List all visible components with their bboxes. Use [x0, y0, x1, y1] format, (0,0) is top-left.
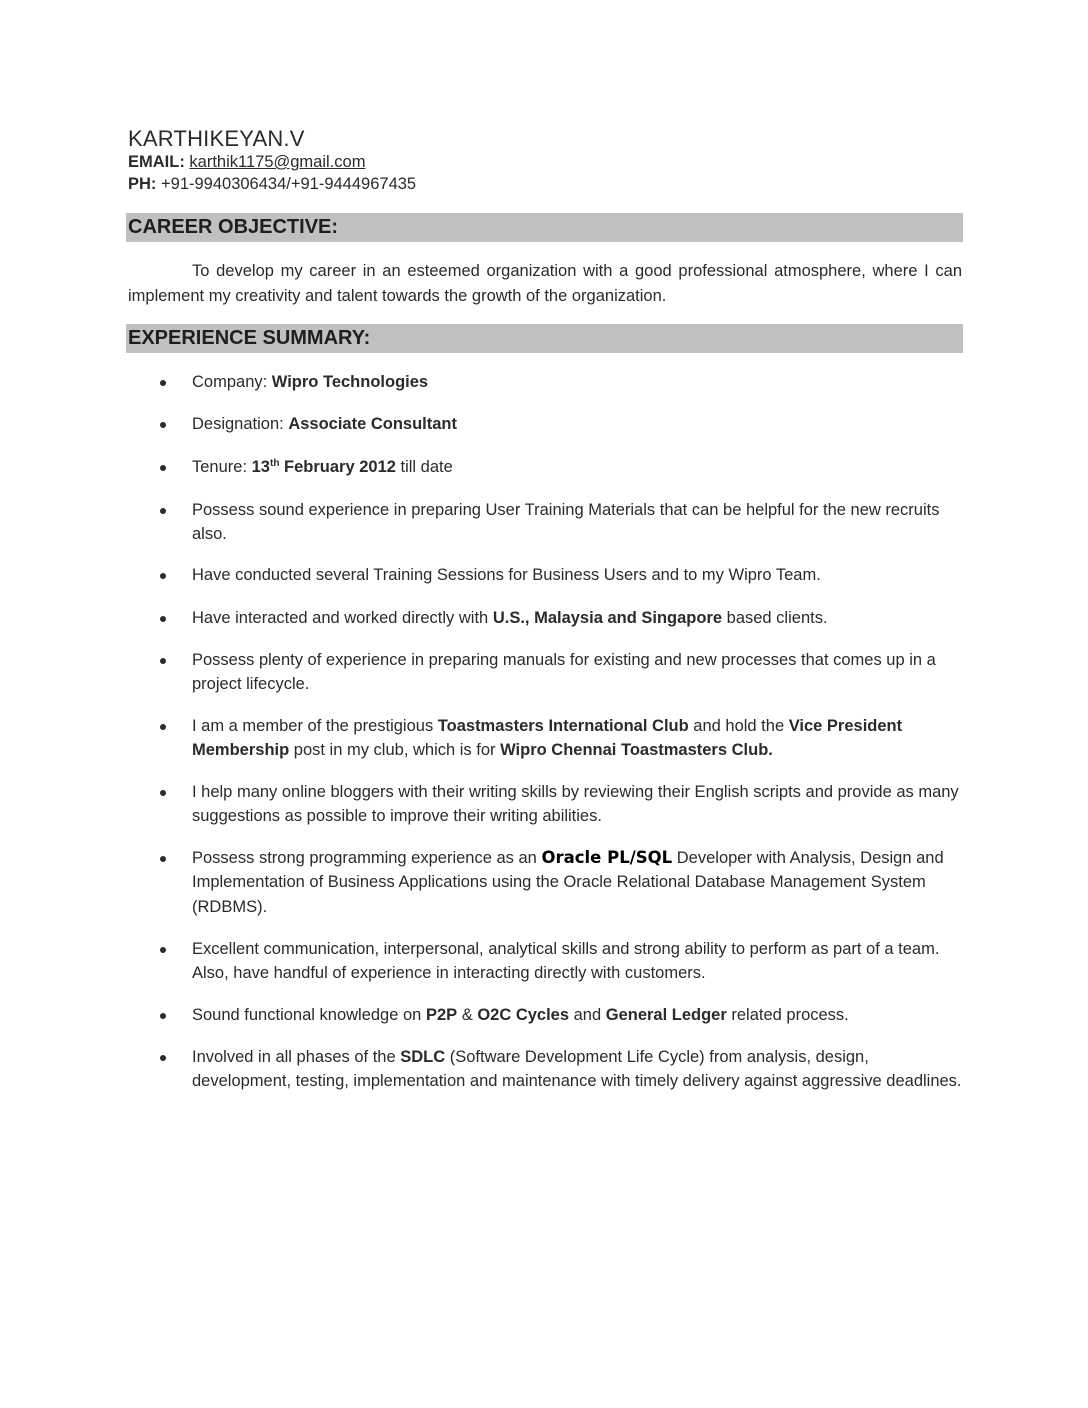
tenure-label: Tenure:: [192, 458, 252, 476]
list-item: Possess sound experience in preparing User Training Materials that can be helpful for the new recruits also.: [192, 498, 964, 547]
list-item-company: [192, 370, 964, 394]
list-item: I am a member of the prestigious Toastmasters International Club and hold the Vice President Membership post in my club, which is for Wipro Chennai Toastmasters Club.: [192, 714, 964, 763]
phone-line: [128, 175, 416, 194]
bullet-icon: [160, 508, 166, 514]
bullet-icon: [160, 1013, 166, 1019]
phone-label: PH:: [128, 175, 157, 193]
experience-summary-header: [126, 324, 963, 353]
bullet-icon: [160, 573, 166, 579]
tenure-suffix: till date: [395, 458, 453, 476]
candidate-name: KARTHIKEYAN.V: [128, 126, 305, 151]
email-label: EMAIL:: [128, 153, 185, 171]
list-item-designation: [192, 412, 964, 436]
list-item: I help many online bloggers with their writing skills by reviewing their English scripts and provide as many suggestions as possible to improve their writing abilities.: [192, 780, 964, 829]
email-link[interactable]: karthik1175@gmail.com: [189, 153, 366, 171]
bullet-icon: [160, 380, 166, 386]
bullet-icon: [160, 947, 166, 953]
company-value: Wipro Technologies: [271, 373, 429, 391]
tenure-date: 13th February 2012: [251, 458, 396, 476]
designation-value: Associate Consultant: [288, 415, 458, 433]
experience-summary-title: EXPERIENCE SUMMARY:: [128, 327, 371, 349]
bullet-icon: [160, 422, 166, 428]
email-line: [128, 153, 365, 172]
career-objective-text: To develop my career in an esteemed organization with a good professional atmosphere, where I can implement my creativity and talent towards the growth of the organization.: [128, 262, 962, 305]
bullet-icon: [160, 658, 166, 664]
list-item: Sound functional knowledge on P2P & O2C Cycles and General Ledger related process.: [192, 1003, 964, 1027]
phone-numbers: +91-9940306434/+91-9444967435: [161, 175, 417, 193]
list-item: Have interacted and worked directly with U.S., Malaysia and Singapore based clients.: [192, 606, 964, 630]
designation-label: Designation:: [192, 415, 289, 433]
oracle-plsql-text: Oracle PL/SQL: [541, 848, 673, 867]
company-label: Company:: [192, 373, 272, 391]
list-item: Possess strong programming experience as an Oracle PL/SQL Developer with Analysis, Design and Implementation of Business Applications using the Oracle Relational Database Management System (RDBMS).: [192, 846, 964, 919]
career-objective-header: [126, 213, 963, 242]
bullet-icon: [160, 465, 166, 471]
bullet-icon: [160, 724, 166, 730]
career-objective-title: CAREER OBJECTIVE:: [128, 216, 339, 238]
list-item-tenure: [192, 455, 964, 479]
list-item: Excellent communication, interpersonal, analytical skills and strong ability to perform as part of a team. Also, have handful of experience in interacting directly with customers.: [192, 937, 964, 986]
list-item: Possess plenty of experience in preparing manuals for existing and new processes that comes up in a project lifecycle.: [192, 648, 964, 697]
bullet-icon: [160, 856, 166, 862]
bullet-icon: [160, 616, 166, 622]
list-item: Have conducted several Training Sessions for Business Users and to my Wipro Team.: [192, 563, 964, 587]
bullet-icon: [160, 790, 166, 796]
bullet-icon: [160, 1055, 166, 1061]
list-item: Involved in all phases of the SDLC (Software Development Life Cycle) from analysis, design, development, testing, implementation and maintenance with timely delivery against aggressive deadlines.: [192, 1045, 964, 1094]
